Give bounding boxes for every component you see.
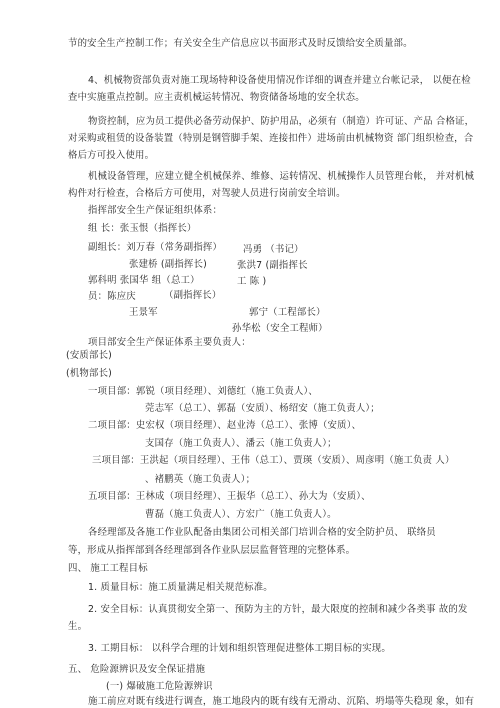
- text-line: 曹磊（施工负责人）、方宏广（施工负责人）。: [145, 509, 337, 520]
- text-line: 项目部安全生产保证体系主要负责人：: [88, 337, 251, 348]
- text-line: 对采购或租赁的设备装置（特别是钢管脚手架、连接扣件）进场前由机械物资 部门组织检查，合: [68, 133, 474, 144]
- subsection-heading: (一) 爆破施工危险源辨识: [106, 681, 213, 692]
- section-heading: 五、 危险源辨识及安全保证措施: [68, 664, 206, 675]
- text-line: 张建桥 (副指挥长): [129, 259, 207, 270]
- text-line: 查中实施重点控制。应主责机械运转情况、物资储备场地的安全状态。: [68, 92, 365, 103]
- text-line: 五项目部：王林成（项目经理）、王振华（总工）、孙大为（安质）、: [88, 491, 371, 502]
- text-line: 节的安全生产控制工作；有关安全生产信息应以书面形式及时反馈给安全质量部。: [68, 38, 413, 49]
- text-line: （副指挥长）: [164, 290, 222, 301]
- text-line: 冯勇 （书记）: [243, 244, 304, 255]
- text-line: 工 陈 ): [237, 276, 267, 287]
- text-line: 莞志军（总工）、郭磊（安质）、杨绍安（施工负责人）；: [145, 403, 380, 414]
- text-line: 2. 安全目标：认真贯彻安全第一、预防为主的方针，最大限度的控制和减少各类事 故的发: [88, 604, 468, 615]
- text-line: 孙华松（安全工程师）: [232, 323, 328, 334]
- text-line: 指挥部安全生产保证组织体系：: [88, 205, 223, 216]
- text-line: 组 长：张玉恨（指挥长）: [88, 223, 197, 234]
- text-line: 各经理部及各施工作业队配备由集团公司相关部门培训合格的安全防护员、 联络员: [88, 527, 436, 538]
- text-line: 支国存（施工负责人）、潘云（施工负责人）；: [145, 438, 337, 449]
- text-line: 一项目部：郭锐（项目经理）、刘德红（施工负责人）、: [88, 386, 318, 397]
- text-line: 郭科明 张国华 组（总工）: [88, 275, 200, 286]
- text-line: (安质部长): [66, 350, 113, 361]
- text-line: 3. 工期目标： 以科学合理的计划和组织管理促进整体工期目标的实现。: [88, 643, 391, 654]
- text-line: 构件对行检查，合格后方可使用，对驾驶人员进行岗前安全培训。: [68, 188, 346, 199]
- text-line: 郭宁（工程部长）: [249, 307, 326, 318]
- text-line: 等，形成从指挥部到各经理部到各作业队层层监督管理的完整体系。: [68, 545, 356, 556]
- text-line: 生。: [68, 621, 88, 632]
- text-line: 员：陈应庆: [88, 291, 136, 302]
- text-line: 施工前应对既有线进行调查，施工地段内的既有线有无滑动、沉陷、坍塌等失稳现 象，如有: [88, 696, 475, 707]
- text-line: 张洪7 (副指挥长: [237, 260, 308, 271]
- text-line: 4、机械物资部负责对施工现场特种设备使用情况作详细的调查并建立台帐记录， 以便在检: [88, 75, 471, 86]
- text-line: (机物部长): [66, 368, 113, 379]
- text-line: 机械设备管理，应建立健全机械保养、维修、运转情况、机械操作人员管理台帐， 并对机械: [88, 171, 475, 182]
- text-line: 副组长：刘万春（常务副指挥）: [88, 242, 223, 253]
- text-line: 、褚鹏英（施工负责人）；: [145, 474, 256, 485]
- section-heading: 四、 施工工程目标: [68, 563, 148, 574]
- text-line: 物资控制，应为员工提供必备劳动保护、防护用品，必须有（制造）许可证、产品 合格证，: [88, 116, 475, 127]
- text-line: 二项目部：史宏权（项目经理）、赵业涛（总工）、张博（安质）、: [88, 420, 362, 431]
- text-line: 1. 质量目标：施工质量满足相关规范标准。: [88, 582, 273, 593]
- text-line: 三项目部：王洪起（项目经理）、王伟（总工）、贾瑛（安质）、周彦明（施工负责 人）: [92, 455, 455, 466]
- text-line: 格后方可投入使用。: [68, 150, 155, 161]
- text-line: 王景军: [129, 307, 158, 318]
